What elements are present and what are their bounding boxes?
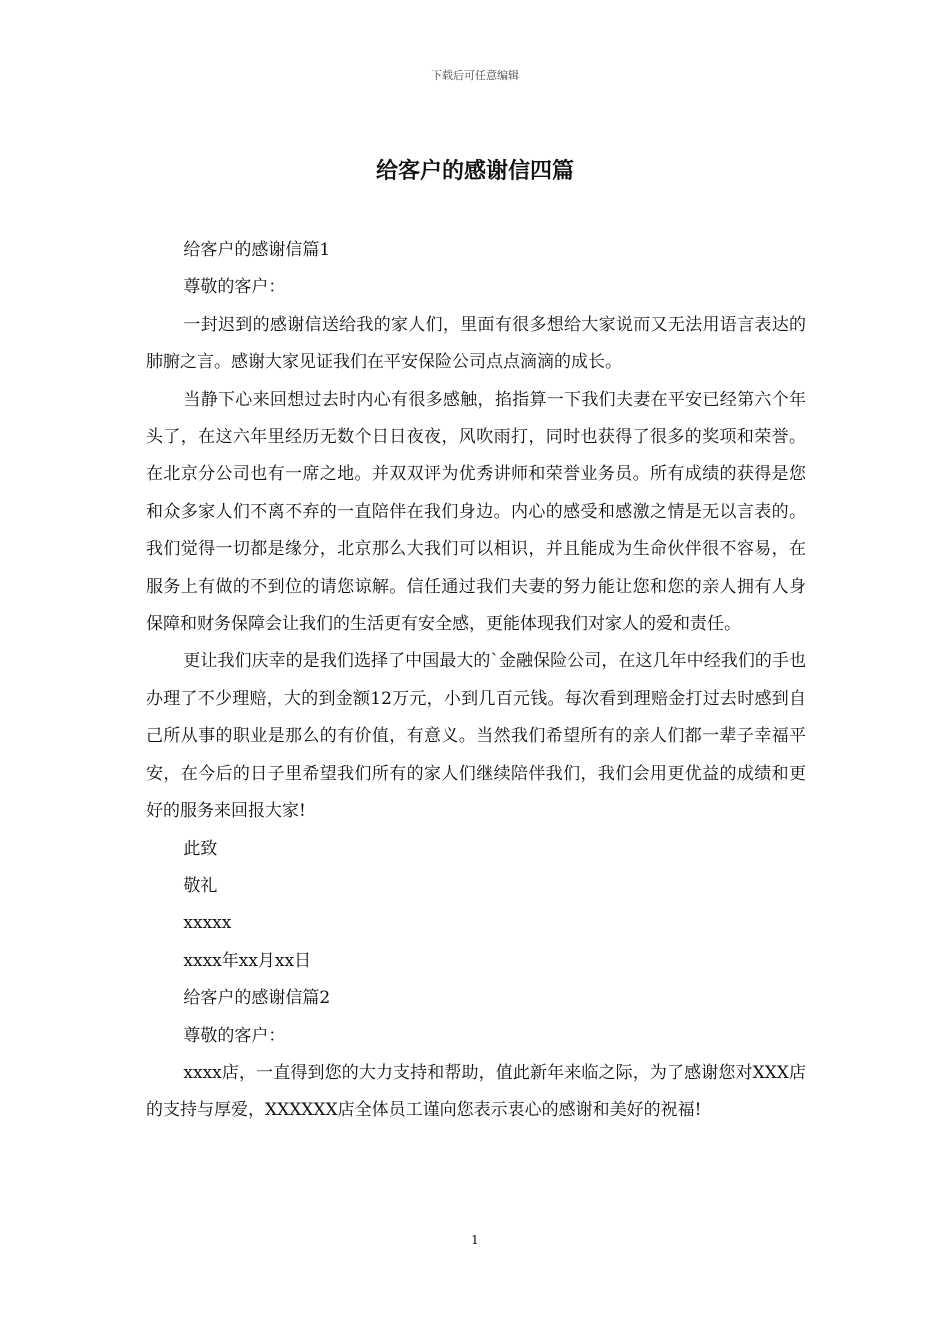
- salutation: 尊敬的客户：: [183, 277, 286, 298]
- document-title: 给客户的感谢信四篇: [375, 158, 574, 184]
- page-header-note: 下载后可任意编辑: [431, 69, 519, 82]
- salutation: 尊敬的客户：: [183, 1025, 286, 1046]
- document-body: [146, 232, 806, 1130]
- body-paragraph: xxxx店，一直得到您的大力支持和帮助，值此新年来临之际，为了感谢您对XXX店的支持与厚爱，XXXXXX店全体员工谨向您表示衷心的感谢和美好的祝福!: [146, 1062, 806, 1121]
- body-paragraph: 当静下心来回想过去时内心有很多感触，掐指算一下我们夫妻在平安已经第六个年头了，在这六年里经历无数个日日夜夜，风吹雨打，同时也获得了很多的奖项和荣誉。在北京分公司也有一席之地。并双双评为优秀讲师和荣誉业务员。所有成绩的获得是您和众多家人们不离不弃的一直陪伴在我们身边。内心的感受和感激之情是无以言表的。我们觉得一切都是缘分，北京那么大我们可以相识，并且能成为生命伙伴很不容易，在服务上有做的不到位的请您谅解。信任通过我们夫妻的努力能让您和您的亲人拥有人身保障和财务保障会让我们的生活更有安全感，更能体现我们对家人的爱和责任。: [146, 389, 806, 635]
- body-paragraph: 更让我们庆幸的是我们选择了中国最大的`金融保险公司，在这几年中经我们的手也办理了不少理赔，大的到金额12万元，小到几百元钱。每次看到理赔金打过去时感到自己所从事的职业是那么的有价值，有意义。当然我们希望所有的亲人们都一辈子幸福平安，在今后的日子里希望我们所有的家人们继续陪伴我们，我们会用更优益的成绩和更好的服务来回报大家!: [146, 651, 806, 822]
- page-number: 1: [471, 1233, 479, 1247]
- closing-regards: 敬礼: [183, 875, 218, 896]
- signature: xxxxx: [183, 913, 232, 934]
- closing-line: 此致: [183, 838, 218, 859]
- section-heading-1: 给客户的感谢信篇1: [183, 240, 331, 260]
- section-heading-2: 给客户的感谢信篇2: [183, 988, 331, 1009]
- body-paragraph: 一封迟到的感谢信送给我的家人们，里面有很多想给大家说而又无法用语言表达的肺腑之言。感谢大家见证我们在平安保险公司点点滴滴的成长。: [146, 314, 806, 373]
- date-line: xxxx年xx月xx日: [183, 950, 312, 971]
